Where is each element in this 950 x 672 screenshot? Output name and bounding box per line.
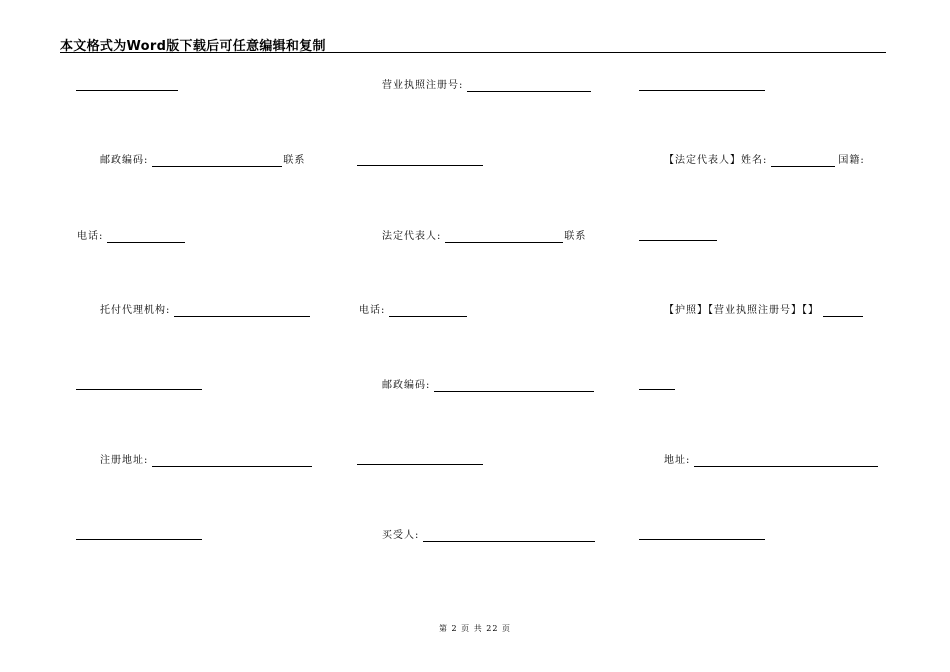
registered-address-field: [100, 455, 312, 467]
blank-line: [639, 90, 765, 91]
blank-line: [76, 539, 202, 540]
field-label: 地址:: [664, 455, 691, 466]
postal-code-field: [100, 155, 305, 167]
blank-line: [639, 389, 675, 390]
legal-representative-field: [382, 231, 586, 243]
blank-line: [357, 165, 483, 166]
field-label: 【护照】【营业执照注册号】【】: [664, 305, 819, 316]
fill-blank: [423, 531, 595, 542]
blank-line: [76, 90, 178, 91]
fill-blank: [823, 306, 863, 317]
postal-code-field: [382, 380, 594, 392]
document-header-title: 本文格式为Word版下载后可任意编辑和复制: [60, 39, 326, 54]
business-license-number-field: [382, 80, 591, 92]
phone-field: [77, 231, 185, 243]
field-label: 注册地址:: [100, 455, 149, 466]
field-suffix: 联系: [283, 155, 306, 166]
address-field: [664, 455, 878, 467]
fill-blank: [152, 156, 282, 167]
field-label: 电话:: [359, 305, 386, 316]
buyer-field: [382, 530, 595, 542]
id-type-field: [664, 305, 863, 317]
header-divider: [60, 52, 886, 53]
blank-line: [639, 539, 765, 540]
page-number: 第 2 页 共 22 页: [439, 624, 511, 633]
field-label: 买受人:: [382, 530, 420, 541]
phone-field: [359, 305, 467, 317]
field-label: 托付代理机构:: [100, 305, 171, 316]
field-label: 邮政编码:: [382, 380, 431, 391]
blank-line: [639, 240, 717, 241]
legal-rep-name-field: [664, 155, 865, 167]
fill-blank: [445, 232, 563, 243]
field-label: 法定代表人:: [382, 231, 442, 242]
field-label: 【法定代表人】姓名:: [664, 155, 768, 166]
field-label: 电话:: [77, 231, 104, 242]
fill-blank: [434, 381, 594, 392]
fill-blank: [694, 456, 878, 467]
field-label: 国籍:: [838, 155, 865, 166]
blank-line: [357, 464, 483, 465]
fill-blank: [389, 306, 467, 317]
fill-blank: [771, 156, 835, 167]
agency-field: [100, 305, 310, 317]
blank-line: [76, 389, 202, 390]
field-suffix: 联系: [564, 231, 587, 242]
field-label: 邮政编码:: [100, 155, 149, 166]
field-label: 营业执照注册号:: [382, 80, 464, 91]
fill-blank: [467, 81, 591, 92]
fill-blank: [174, 306, 310, 317]
fill-blank: [152, 456, 312, 467]
fill-blank: [107, 232, 185, 243]
